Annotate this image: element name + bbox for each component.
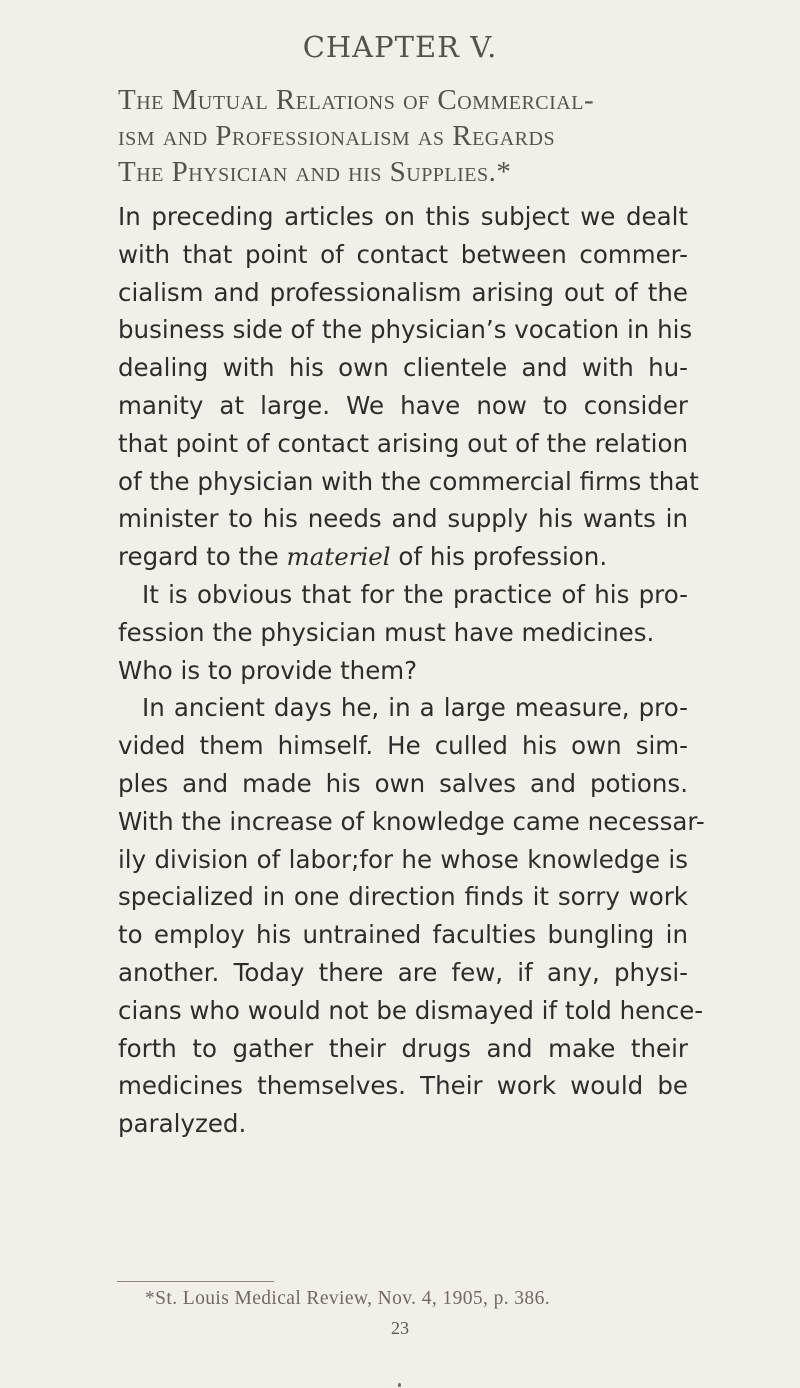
text-line: paralyzed. [118, 1109, 247, 1139]
text-line: that point of contact arising out of the relation [118, 428, 688, 458]
chapter-heading: CHAPTER V. [302, 30, 498, 64]
footnote: *St. Louis Medical Review, Nov. 4, 1905, p. 386. [145, 1288, 551, 1309]
text-line: to employ his untrained faculties bungling in [118, 920, 688, 950]
text-line: With the increase of knowledge came necessar- [118, 806, 705, 836]
text-line: with that point of contact between commer- [118, 239, 688, 269]
emphasized-word: materiel [286, 542, 391, 572]
text-line: another. Today there are few, if any, physi- [118, 957, 688, 987]
chapter-title-line: The Physician and his Supplies.* [118, 156, 512, 188]
text-line: ples and made his own salves and potions. [118, 768, 688, 798]
chapter-title-line: The Mutual Relations of Commercial- [118, 84, 595, 116]
text-line: specialized in one direction finds it sorry work [118, 882, 688, 912]
paper-speck [398, 1383, 401, 1387]
text-line [118, 538, 688, 576]
text-segment: regard to the [118, 542, 287, 572]
text-line: business side of the physician’s vocation in his [118, 315, 693, 345]
text-segment: of his profession. [390, 542, 608, 572]
page-number: 23 [391, 1318, 409, 1338]
text-line: dealing with his own clientele and with hu- [118, 353, 688, 383]
chapter-title-line: ism and Professionalism as Regards [118, 120, 556, 152]
text-line: forth to gather their drugs and make their [118, 1033, 688, 1063]
text-line: In ancient days he, in a large measure, pro- [142, 693, 688, 723]
text-line: minister to his needs and supply his wants in [118, 504, 688, 534]
text-line: Who is to provide them? [118, 655, 418, 685]
text-line: vided them himself. He culled his own sim- [118, 731, 688, 761]
text-line: It is obvious that for the practice of his pro- [142, 579, 688, 609]
text-line: ily division of labor;for he whose knowledge is [118, 844, 688, 874]
footnote-divider [117, 1281, 274, 1282]
text-line: In preceding articles on this subject we dealt [118, 202, 688, 231]
text-line: manity at large. We have now to consider [118, 390, 688, 420]
text-line: fession the physician must have medicines. [118, 617, 655, 647]
text-line: cians who would not be dismayed if told hence- [118, 995, 704, 1025]
text-line: medicines themselves. Their work would be [118, 1071, 688, 1101]
text-line: cialism and professionalism arising out of the [118, 277, 688, 307]
body-text [118, 198, 705, 1143]
chapter-title [118, 82, 698, 190]
text-line: of the physician with the commercial firms that [118, 466, 699, 496]
